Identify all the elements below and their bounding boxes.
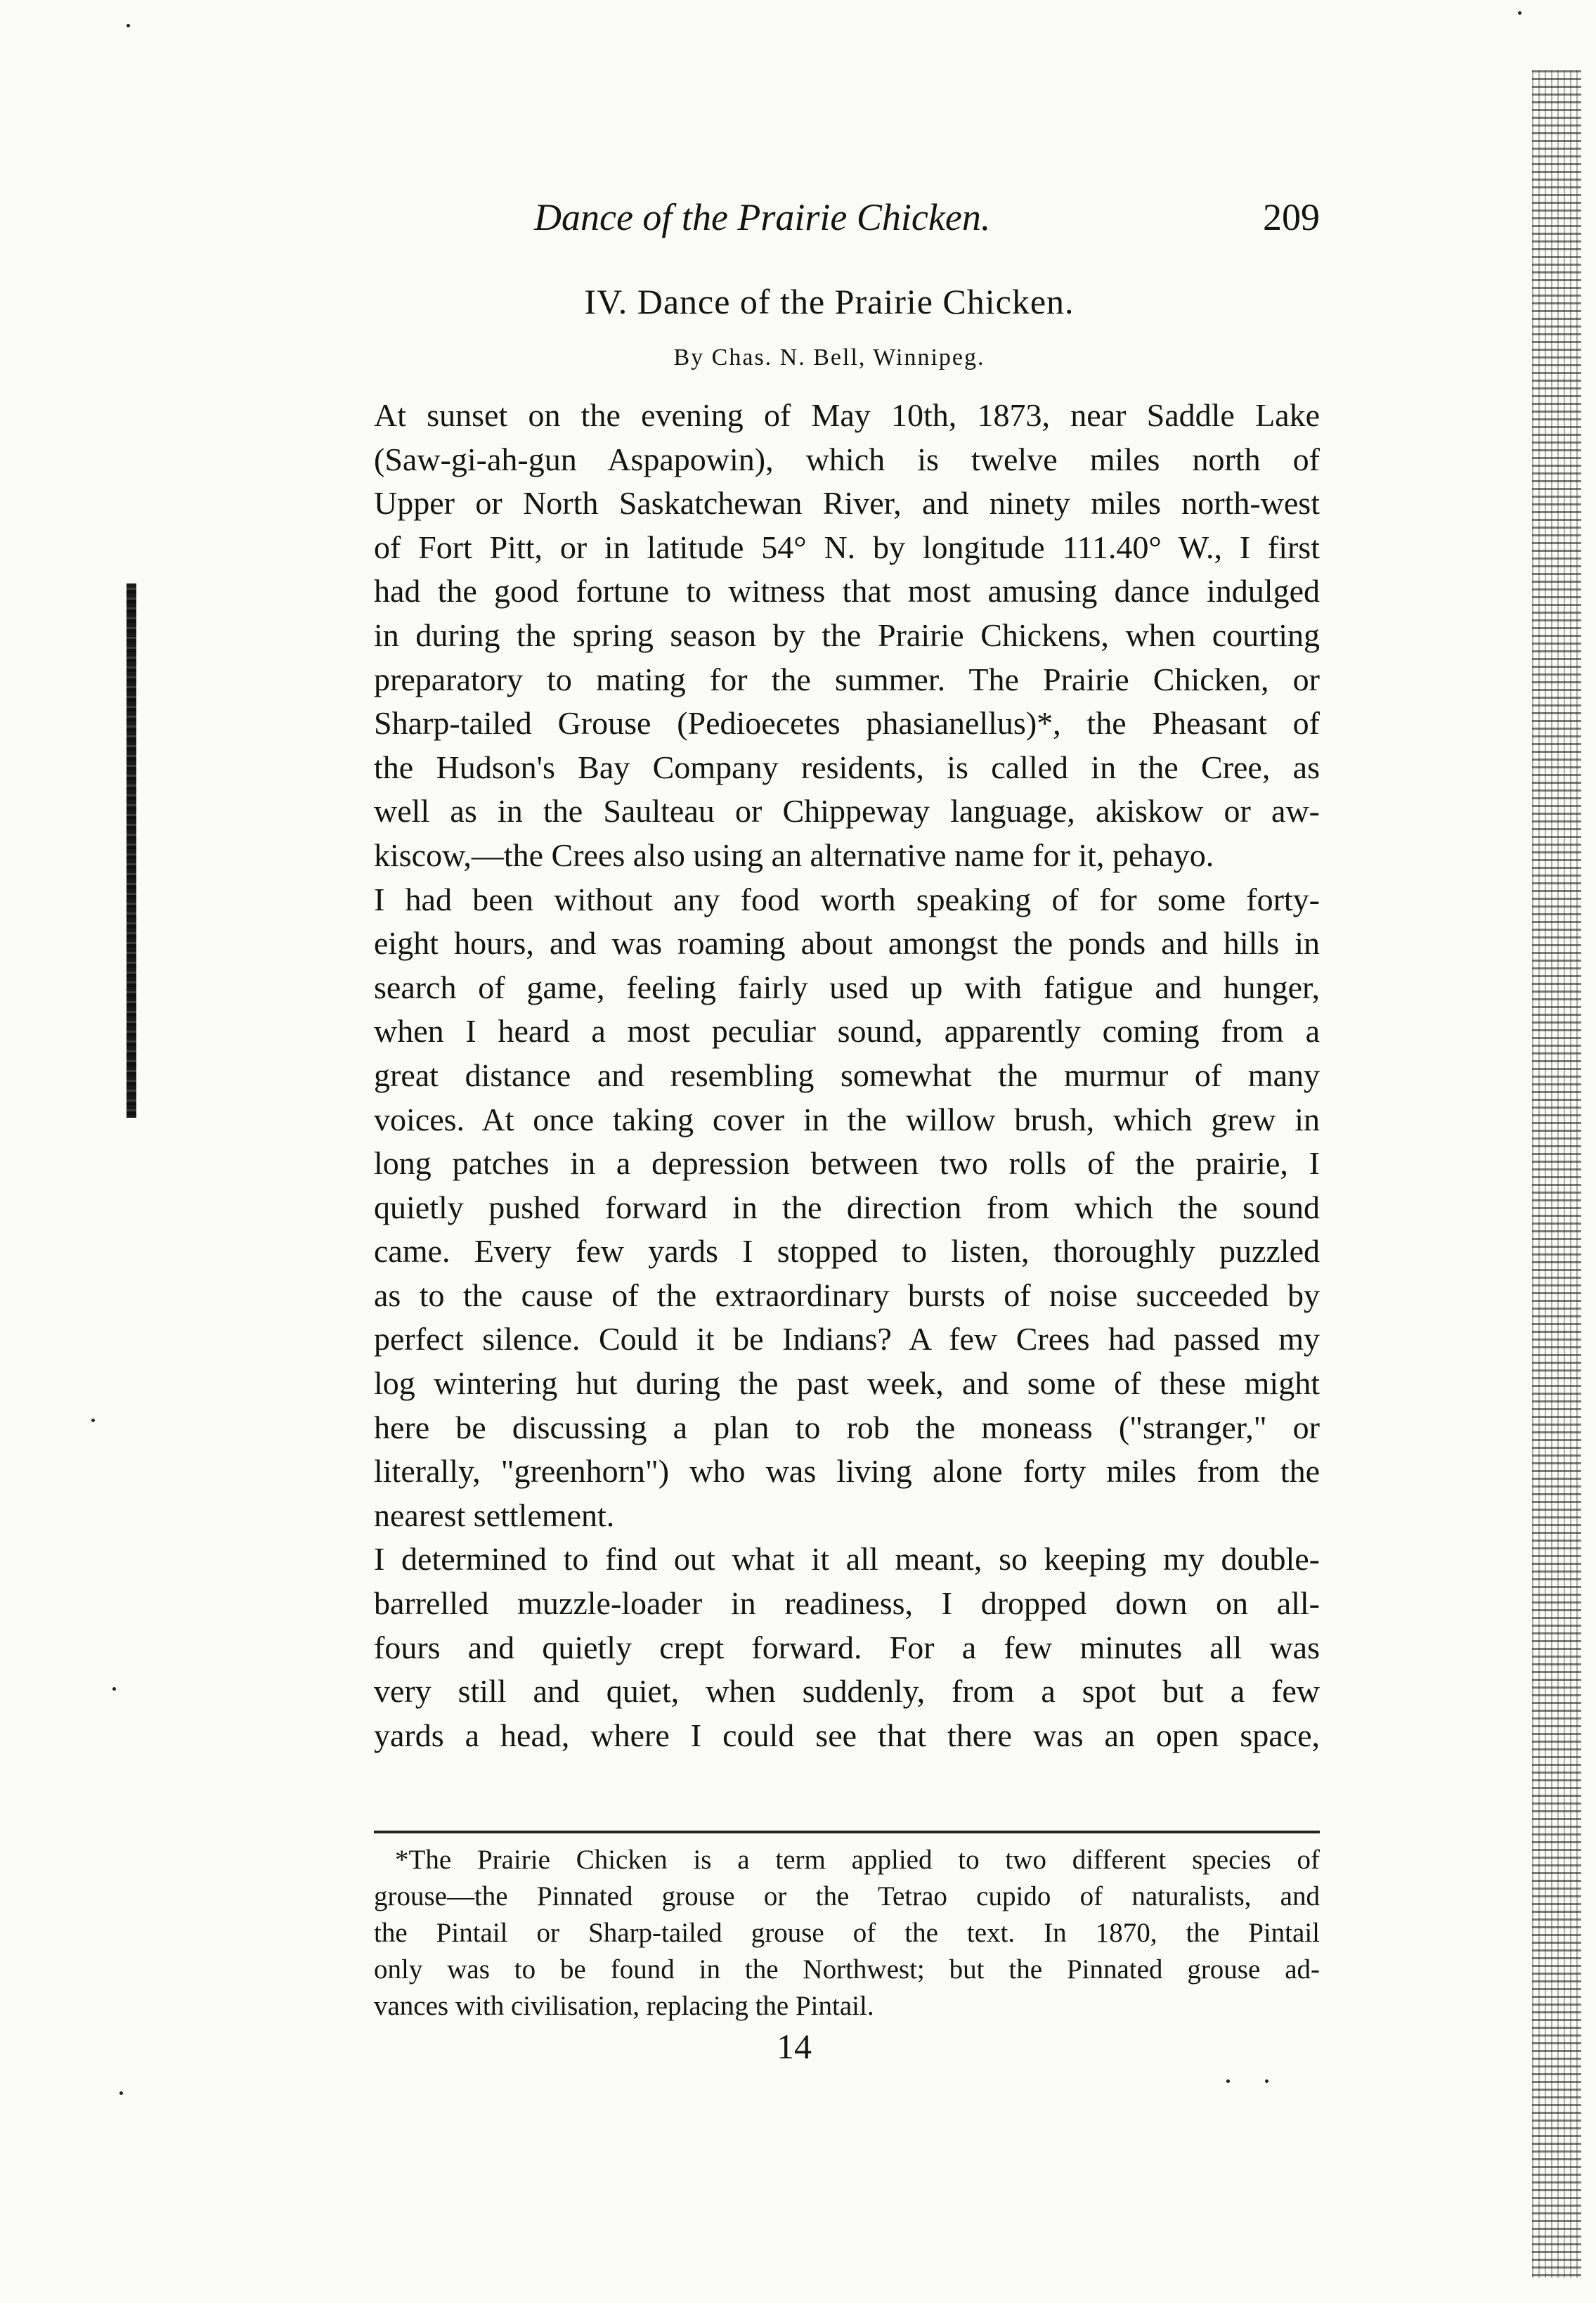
running-head — [534, 195, 1320, 245]
page-number: 209 — [1263, 196, 1320, 238]
body-line: nearest settlement. — [374, 1497, 615, 1533]
body-line: log wintering hut during the past week, and some of these might — [374, 1365, 1320, 1402]
body-line: here be discussing a plan to rob the moneass ("stranger," or — [374, 1409, 1320, 1445]
footnote-line: the Pintail or Sharp-tailed grouse of the text. In 1870, the Pintail — [374, 1918, 1320, 1948]
body-line: I determined to find out what it all meant, so keeping my double- — [374, 1541, 1320, 1578]
speck-mark — [1518, 11, 1522, 15]
speck-mark — [126, 24, 130, 27]
body-line: had the good fortune to witness that most amusing dance indulged — [374, 573, 1320, 609]
body-line: perfect silence. Could it be Indians? A few Crees had passed my — [374, 1321, 1320, 1357]
article-byline: By Chas. N. Bell, Winnipeg. — [673, 344, 985, 370]
body-line: well as in the Saulteau or Chippeway language, akiskow or aw- — [374, 793, 1320, 830]
body-line: long patches in a depression between two rolls of the prairie, I — [374, 1145, 1320, 1182]
scanned-page-edge — [1532, 70, 1581, 2278]
margin-bar-mark — [126, 583, 136, 1118]
speck-mark — [112, 1687, 116, 1691]
footnote-line: vances with civilisation, replacing the Pintail. — [374, 1991, 874, 2021]
body-line: eight hours, and was roaming about amongst the ponds and hills in — [374, 925, 1320, 962]
footnote-rule — [374, 1831, 1320, 1833]
article-title: IV. Dance of the Prairie Chicken. — [584, 282, 1075, 321]
body-line: yards a head, where I could see that there was an open space, — [374, 1717, 1320, 1753]
footnote-line: only was to be found in the Northwest; but the Pinnated grouse ad- — [374, 1954, 1320, 1985]
speck-mark — [1265, 2079, 1269, 2083]
running-head-title: Dance of the Prairie Chicken. — [534, 196, 991, 238]
speck-mark — [1226, 2079, 1230, 2083]
body-line: as to the cause of the extraordinary bursts of noise succeeded by — [374, 1277, 1320, 1313]
speck-mark — [119, 2091, 123, 2095]
body-line: preparatory to mating for the summer. The Prairie Chicken, or — [374, 661, 1320, 697]
body-line: Upper or North Saskatchewan River, and ninety miles north-west — [374, 485, 1320, 522]
body-line: voices. At once taking cover in the willow brush, which grew in — [374, 1101, 1320, 1137]
speck-mark — [91, 1419, 95, 1422]
body-line: Sharp-tailed Grouse (Pedioecetes phasianellus)*, the Pheasant of — [374, 705, 1320, 742]
body-line: came. Every few yards I stopped to listen, thoroughly puzzled — [374, 1233, 1320, 1270]
footnote-line: grouse—the Pinnated grouse or the Tetrao cupido of naturalists, and — [374, 1881, 1320, 1911]
body-line: when I heard a most peculiar sound, apparently coming from a — [374, 1013, 1320, 1050]
body-text — [374, 394, 1320, 1757]
signature-mark: 14 — [777, 2027, 812, 2066]
body-line: great distance and resembling somewhat the murmur of many — [374, 1057, 1320, 1093]
body-line: the Hudson's Bay Company residents, is called in the Cree, as — [374, 749, 1320, 785]
body-line: quietly pushed forward in the direction from which the sound — [374, 1189, 1320, 1225]
body-line: very still and quiet, when suddenly, from a spot but a few — [374, 1673, 1320, 1710]
body-line: search of game, feeling fairly used up with fatigue and hunger, — [374, 969, 1320, 1005]
body-line: At sunset on the evening of May 10th, 1873, near Saddle Lake — [374, 397, 1320, 433]
footnote-line: *The Prairie Chicken is a term applied to two different species of — [395, 1845, 1320, 1875]
body-line: barrelled muzzle-loader in readiness, I dropped down on all- — [374, 1585, 1320, 1622]
body-line: in during the spring season by the Prairie Chickens, when courting — [374, 617, 1320, 653]
body-line: literally, "greenhorn") who was living alone forty miles from the — [374, 1453, 1320, 1490]
body-line: (Saw-gi-ah-gun Aspapowin), which is twelve miles north of — [374, 441, 1320, 477]
body-line: of Fort Pitt, or in latitude 54° N. by longitude 111.40° W., I first — [374, 529, 1320, 565]
body-line: kiscow,—the Crees also using an alternative name for it, pehayo. — [374, 837, 1214, 873]
body-line: fours and quietly crept forward. For a few minutes all was — [374, 1629, 1320, 1665]
footnote — [374, 1842, 1320, 2025]
body-line: I had been without any food worth speaking of for some forty- — [374, 881, 1320, 917]
